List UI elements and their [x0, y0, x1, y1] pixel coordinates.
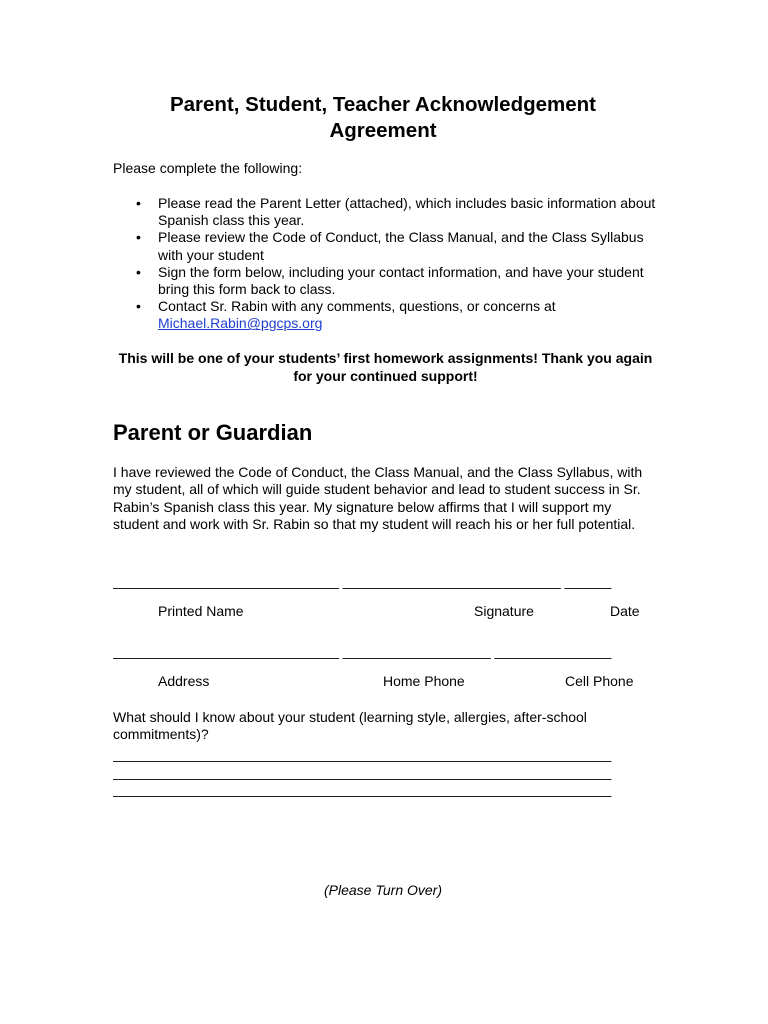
intro-text: Please complete the following: [113, 160, 303, 176]
page-title [113, 92, 653, 144]
list-item-text: Contact Sr. Rabin with any comments, questions, or concerns at [158, 298, 556, 315]
home-phone-label: Home Phone [383, 673, 465, 689]
list-item-text: Sign the form below, including your contact information, and have your student bring this form back to class. [158, 263, 644, 298]
list-item-text: Please read the Parent Letter (attached), which includes basic information about Spanish class this year. [158, 195, 656, 229]
date-label: Date [610, 603, 640, 619]
answer-line[interactable]: ________________________________________________________________ [113, 764, 612, 780]
homework-notice: This will be one of your students’ first homework assignments! Thank you again for your continued support! [118, 350, 653, 384]
answer-line[interactable]: ________________________________________________________________ [113, 746, 612, 762]
signature-label: Signature [474, 603, 534, 619]
signature-line-row[interactable]: _____________________________ ____________________________ ______ [113, 573, 612, 589]
title-line-1: Parent, Student, Teacher Acknowledgement [169, 93, 597, 116]
list-item [113, 264, 658, 298]
cell-phone-label: Cell Phone [565, 673, 634, 689]
answer-line[interactable]: ________________________________________________________________ [113, 781, 612, 797]
instruction-list [113, 195, 658, 333]
list-item [113, 229, 658, 263]
contact-line-row[interactable]: _____________________________ ___________________ _______________ [113, 643, 612, 659]
printed-name-label: Printed Name [158, 603, 244, 619]
turn-over-note: (Please Turn Over) [324, 882, 442, 898]
section-heading: Parent or Guardian [113, 420, 313, 445]
title-line-2: Agreement [329, 119, 437, 142]
student-question: What should I know about your student (learning style, allergies, after-school commitments)? [113, 709, 587, 743]
email-link[interactable]: Michael.Rabin@pgcps.org [158, 315, 323, 332]
list-item [113, 195, 658, 229]
list-item [113, 298, 658, 332]
list-item-text: Please review the Code of Conduct, the Class Manual, and the Class Syllabus with your student [158, 229, 644, 263]
agreement-paragraph: I have reviewed the Code of Conduct, the Class Manual, and the Class Syllabus, with my student, all of which will guide student behavior and lead to student success in Sr. Rabin’s Spanish class this year. My signature below affirms that I will support my student and work with Sr. Rabin so that my student will reach his or her full potential. [113, 464, 643, 533]
address-label: Address [158, 673, 210, 689]
